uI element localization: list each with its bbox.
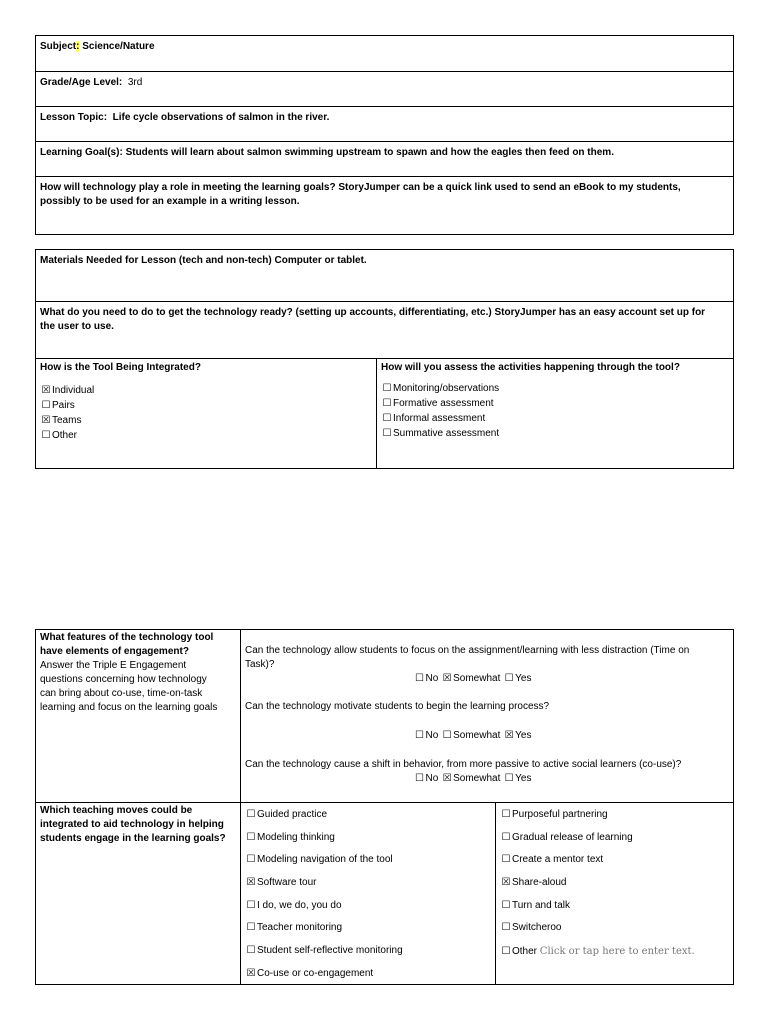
integration-checkbox[interactable]: ☐ [41, 400, 51, 411]
teaching-move-label: Create a mentor text [512, 854, 604, 866]
assessment-option [381, 396, 730, 411]
teaching-move-option [245, 917, 491, 940]
teaching-move-checkbox[interactable]: ☐ [246, 854, 256, 866]
teaching-move-checkbox[interactable]: ☒ [246, 967, 256, 979]
q2-yes-checkbox[interactable]: ☒ [504, 730, 514, 741]
engagement-question-cell [36, 630, 240, 715]
teaching-move-option [500, 895, 730, 918]
integration-heading: How is the Tool Being Integrated? [40, 362, 201, 373]
teaching-move-option [500, 849, 730, 872]
q1-yes-checkbox[interactable]: ☐ [504, 673, 514, 684]
teaching-move-label: Share-aloud [512, 877, 567, 889]
topic-value[interactable]: Life cycle observations of salmon in the river. [112, 112, 330, 123]
assessment-checkbox[interactable]: ☐ [382, 398, 392, 409]
teaching-moves-column-1 [241, 803, 495, 986]
moves-left-2: integrated to aid technology in helping [40, 819, 224, 830]
teaching-move-option [245, 827, 491, 850]
teaching-move-label: Modeling thinking [257, 831, 335, 843]
assessment-label: Formative assessment [393, 398, 494, 409]
assessment-heading: How will you assess the activities happening through the tool? [381, 362, 680, 373]
teaching-move-option [500, 917, 730, 940]
teaching-move-label: Gradual release of learning [512, 831, 633, 843]
integration-checkbox[interactable]: ☒ [41, 415, 51, 426]
tech-ready-line-1[interactable]: What do you need to do to get the technology ready? (setting up accounts, differentiating, etc.) StoryJumper has an easy account set up for [40, 307, 706, 318]
assessment-option [381, 426, 730, 441]
teaching-move-label: Modeling navigation of the tool [257, 854, 393, 866]
teaching-move-checkbox[interactable]: ☐ [501, 809, 511, 820]
engagement-answers-cell [241, 630, 734, 786]
question-2: Can the technology motivate students to begin the learning process? [245, 701, 550, 712]
teaching-move-checkbox[interactable]: ☐ [246, 922, 256, 934]
engage-left-bold-2: have elements of engagement? [40, 646, 189, 657]
materials-row [36, 250, 733, 302]
teaching-move-option [500, 827, 730, 850]
grade-value[interactable]: 3rd [127, 77, 143, 88]
integration-options [40, 383, 372, 443]
teaching-moves-question-cell [36, 803, 240, 846]
technology-role-row [36, 176, 733, 235]
question-1-line-1: Can the technology allow students to focus on the assignment/learning with less distraction (Time on [245, 645, 690, 656]
teaching-move-label: Software tour [257, 877, 317, 889]
goal-value[interactable]: Students will learn about salmon swimming upstream to spawn and how the eagles then feed on them. [125, 147, 614, 158]
q3-somewhat-checkbox[interactable]: ☒ [442, 773, 452, 784]
teaching-move-label: Co-use or co-engagement [257, 967, 374, 979]
q3-yes-label: Yes [515, 773, 532, 784]
q2-no-checkbox[interactable]: ☐ [415, 730, 425, 741]
subject-row [36, 36, 733, 72]
grade-label: Grade/Age Level: [40, 77, 123, 88]
topic-row [36, 106, 733, 142]
assessment-options [381, 381, 730, 441]
teaching-move-checkbox[interactable]: ☐ [246, 809, 256, 820]
subject-colon: : [76, 41, 80, 52]
engage-left-1: Answer the Triple E Engagement [40, 660, 187, 671]
teaching-move-checkbox[interactable]: ☒ [246, 877, 256, 889]
integration-option [40, 428, 372, 443]
integration-option [40, 383, 372, 398]
moves-left-3: students engage in the learning goals? [40, 833, 226, 844]
teaching-move-option [245, 804, 491, 827]
tech-ready-row [36, 301, 733, 359]
teaching-move-option [245, 963, 491, 986]
q2-somewhat-label: Somewhat [453, 730, 501, 741]
engage-left-bold-1: What features of the technology tool [40, 632, 214, 643]
teaching-move-label: Purposeful partnering [512, 809, 608, 820]
assessment-cell [377, 359, 734, 469]
integration-option [40, 398, 372, 413]
integration-label: Teams [52, 415, 82, 426]
teaching-move-checkbox[interactable]: ☒ [501, 877, 511, 889]
q3-no-checkbox[interactable]: ☐ [415, 773, 425, 784]
assessment-checkbox[interactable]: ☐ [382, 413, 392, 424]
teaching-move-option [245, 872, 491, 895]
q2-yes-label: Yes [515, 730, 532, 741]
tech-ready-line-2[interactable]: the user to use. [40, 321, 114, 332]
subject-label: Subject [40, 41, 77, 52]
teaching-move-label: Turn and talk [512, 899, 570, 911]
teaching-move-checkbox[interactable]: ☐ [501, 831, 511, 843]
teaching-move-checkbox[interactable]: ☐ [501, 899, 511, 911]
other-label: Other [512, 946, 538, 958]
question-1-choices [245, 672, 730, 686]
engagement-table [35, 629, 734, 985]
materials-table [35, 249, 734, 469]
assessment-checkbox[interactable]: ☐ [382, 383, 392, 394]
q2-somewhat-checkbox[interactable]: ☐ [442, 730, 452, 741]
q1-somewhat-checkbox[interactable]: ☒ [442, 673, 452, 684]
topic-label: Lesson Topic: [40, 112, 108, 123]
teaching-move-label: Teacher monitoring [257, 922, 343, 934]
q3-yes-checkbox[interactable]: ☐ [504, 773, 514, 784]
goal-row [36, 141, 733, 177]
question-2-choices [245, 729, 730, 743]
question-3: Can the technology cause a shift in behavior, from more passive to active social learners (co-use)? [245, 759, 682, 770]
technology-role-line-1[interactable]: How will technology play a role in meeting the learning goals? StoryJumper can be a quick link used to send an eBook to my students, [40, 182, 681, 193]
teaching-move-checkbox[interactable]: ☐ [246, 899, 256, 911]
other-text-field[interactable]: Click or tap here to enter text. [539, 946, 695, 958]
teaching-move-checkbox[interactable]: ☐ [246, 831, 256, 843]
integration-label: Pairs [52, 400, 75, 411]
teaching-move-checkbox[interactable]: ☐ [501, 854, 511, 866]
teaching-move-option [500, 804, 730, 827]
teaching-move-checkbox[interactable]: ☐ [501, 922, 511, 934]
grade-row [36, 71, 733, 107]
assessment-option [381, 411, 730, 426]
integration-checkbox[interactable]: ☒ [41, 385, 51, 396]
teaching-move-option [245, 940, 491, 963]
integration-cell [36, 359, 376, 469]
other-checkbox[interactable]: ☐ [501, 946, 511, 958]
teaching-move-option [245, 895, 491, 918]
teaching-move-option [245, 849, 491, 872]
technology-role-line-2[interactable]: possibly to be used for an example in a writing lesson. [40, 196, 300, 207]
engage-left-4: learning and focus on the learning goals [40, 702, 218, 713]
assessment-label: Monitoring/observations [393, 383, 500, 394]
q1-somewhat-label: Somewhat [453, 673, 501, 684]
q2-no-label: No [425, 730, 439, 741]
assessment-checkbox[interactable]: ☐ [382, 428, 392, 439]
q1-yes-label: Yes [515, 673, 532, 684]
move-other [500, 940, 730, 963]
assessment-label: Summative assessment [393, 428, 500, 439]
teaching-move-label: I do, we do, you do [257, 899, 342, 911]
subject-value[interactable]: Science/Nature [79, 41, 155, 52]
integration-label: Other [52, 430, 78, 441]
lesson-info-table [35, 35, 734, 235]
teaching-move-label: Guided practice [257, 809, 328, 820]
integration-label: Individual [52, 385, 95, 396]
teaching-move-label: Student self-reflective monitoring [257, 945, 403, 957]
question-1-line-2: Task)? [245, 659, 275, 670]
question-3-choices [245, 772, 730, 786]
integration-option [40, 413, 372, 428]
q3-somewhat-label: Somewhat [453, 773, 501, 784]
teaching-moves-column-2 [496, 803, 734, 963]
q1-no-checkbox[interactable]: ☐ [415, 673, 425, 684]
assessment-option [381, 381, 730, 396]
moves-left-1: Which teaching moves could be [40, 805, 193, 816]
q3-no-label: No [425, 773, 439, 784]
q1-no-label: No [425, 673, 439, 684]
materials-text[interactable]: Materials Needed for Lesson (tech and non-tech) Computer or tablet. [40, 255, 367, 266]
teaching-move-option [500, 872, 730, 895]
integration-checkbox[interactable]: ☐ [41, 430, 51, 441]
engage-left-2: questions concerning how technology [40, 674, 207, 685]
assessment-label: Informal assessment [393, 413, 486, 424]
teaching-move-checkbox[interactable]: ☐ [246, 945, 256, 957]
teaching-move-label: Switcheroo [512, 922, 562, 934]
goal-label: Learning Goal(s): [40, 147, 123, 158]
engage-left-3: can bring about co-use, time-on-task [40, 688, 203, 699]
